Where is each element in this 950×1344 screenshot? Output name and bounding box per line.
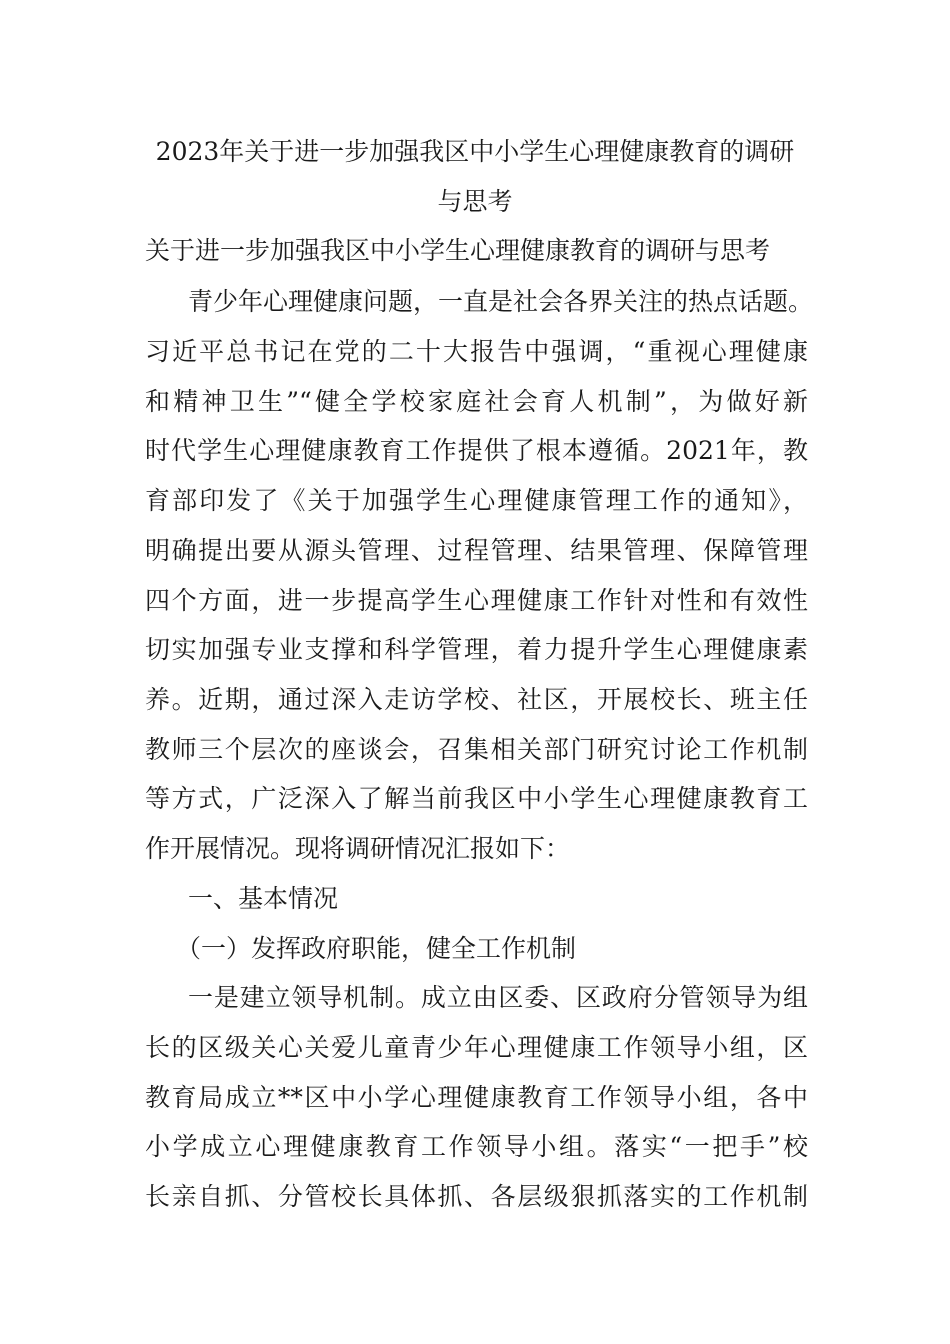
title-line-2: 与思考	[437, 187, 513, 216]
title-line-1: 2023年关于进一步加强我区中小学生心理健康教育的调研	[155, 137, 795, 166]
paragraph-2-line: 长亲自抓、分管校长具体抓、各层级狠抓落实的工作机制	[145, 1182, 808, 1211]
section-heading: 一、基本情况	[188, 884, 339, 913]
paragraph-1-line: 等方式，广泛深入了解当前我区中小学生心理健康教育工	[145, 784, 808, 813]
paragraph-1-line: 养。近期，通过深入走访学校、社区，开展校长、班主任	[145, 685, 808, 714]
subsection-heading: （一）发挥政府职能，健全工作机制	[176, 934, 577, 963]
paragraph-1-line: 切实加强专业支撑和科学管理，着力提升学生心理健康素	[145, 635, 808, 664]
paragraph-1-line: 习近平总书记在党的二十大报告中强调，“重视心理健康	[145, 337, 808, 366]
paragraph-1-line: 教师三个层次的座谈会，召集相关部门研究讨论工作机制	[145, 735, 808, 764]
document-subtitle: 关于进一步加强我区中小学生心理健康教育的调研与思考	[145, 236, 771, 265]
paragraph-2-line: 小学成立心理健康教育工作领导小组。落实“一把手”校	[145, 1132, 808, 1161]
paragraph-1-line: 育部印发了《关于加强学生心理健康管理工作的通知》，	[145, 486, 808, 515]
document-title	[140, 127, 810, 227]
paragraph-1-line: 和精神卫生”“健全学校家庭社会育人机制”，为做好新	[145, 387, 808, 416]
paragraph-1-line: 时代学生心理健康教育工作提供了根本遵循。2021年，教	[145, 436, 808, 465]
paragraph-1-line: 四个方面，进一步提高学生心理健康工作针对性和有效性	[145, 586, 808, 615]
paragraph-1-line: 青少年心理健康问题，一直是社会各界关注的热点话题。	[188, 287, 814, 316]
paragraph-2-line: 长的区级关心关爱儿童青少年心理健康工作领导小组，区	[145, 1033, 808, 1062]
paragraph-1-line: 作开展情况。现将调研情况汇报如下：	[145, 834, 571, 863]
paragraph-2-line: 一是建立领导机制。成立由区委、区政府分管领导为组	[188, 983, 808, 1012]
paragraph-2-line: 教育局成立**区中小学心理健康教育工作领导小组，各中	[145, 1083, 808, 1112]
paragraph-1-line: 明确提出要从源头管理、过程管理、结果管理、保障管理	[145, 536, 808, 565]
